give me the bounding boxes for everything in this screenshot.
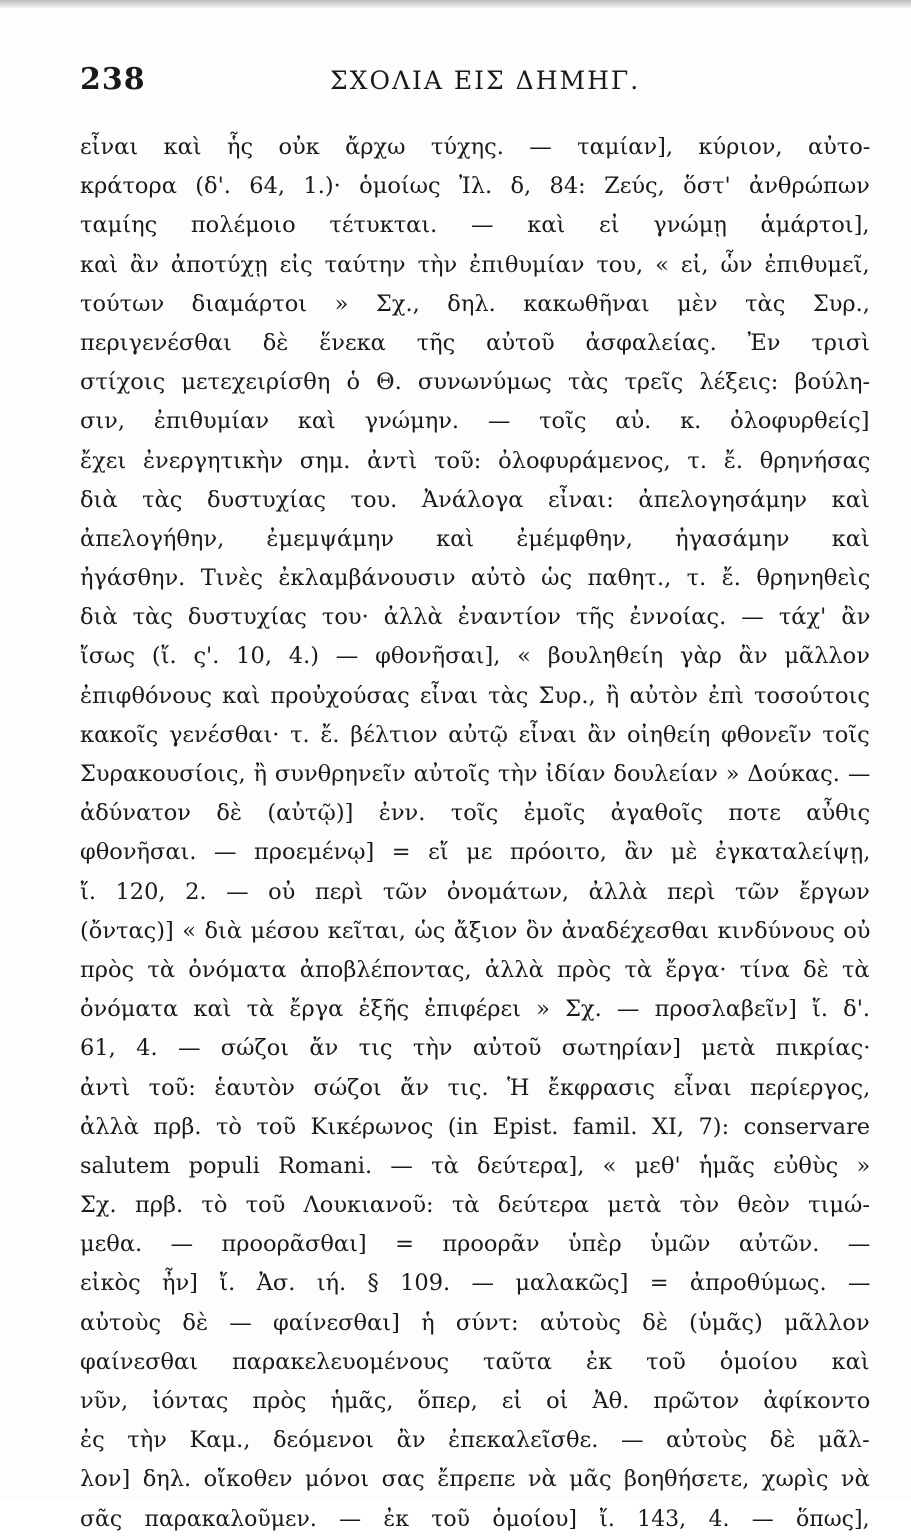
- text-line: εἰκὸς ἦν] ἴ. Ἀσ. ιή. § 109. — μαλακῶς] = ἀπροθύμως. —: [80, 1270, 870, 1297]
- text-line: περιγενέσθαι δὲ ἕνεκα τῆς αὐτοῦ ἀσφαλείας. Ἐν τρισὶ: [80, 329, 870, 356]
- text-line: μεθα. — προορᾶσθαι] = προορᾶν ὑπὲρ ὑμῶν αὐτῶν. —: [80, 1231, 870, 1258]
- text-line: φθονῆσαι. — προεμένῳ] = εἴ με πρόοιτο, ἂν μὲ ἐγκαταλείψῃ,: [80, 839, 870, 866]
- text-line: εἶναι καὶ ἧς οὐκ ἄρχω τύχης. — ταμίαν], κύριον, αὐτο-: [80, 134, 870, 160]
- text-line: salutem populi Romani. — τὰ δεύτερα], « μεθ' ἡμᾶς εὐθὺς »: [80, 1152, 870, 1179]
- text-line: πρὸς τὰ ὀνόματα ἀποβλέποντας, ἀλλὰ πρὸς τὰ ἔργα· τίνα δὲ τὰ: [80, 956, 870, 983]
- text-line: αὐτοὺς δὲ — φαίνεσθαι] ἡ σύντ: αὐτοὺς δὲ (ὑμᾶς) μᾶλλον: [80, 1309, 870, 1336]
- text-line: ὀνόματα καὶ τὰ ἔργα ἑξῆς ἐπιφέρει » Σχ. — προσλαβεῖν] ἴ. δ'.: [80, 996, 870, 1023]
- text-line: καὶ ἂν ἀποτύχῃ εἰς ταύτην τὴν ἐπιθυμίαν του, « εἰ, ὧν ἐπιθυμεῖ,: [80, 251, 870, 278]
- text-line: σιν, ἐπιθυμίαν καὶ γνώμην. — τοῖς αὐ. κ. ὀλοφυρθείς]: [80, 408, 870, 435]
- commentary-text: [80, 128, 870, 1539]
- text-line: ἀντὶ τοῦ: ἑαυτὸν σώζοι ἄν τις. Ἡ ἔκφρασις εἶναι περίεργος,: [80, 1074, 870, 1101]
- text-line: ταμίης πολέμοιο τέτυκται. — καὶ εἰ γνώμῃ ἁμάρτοι],: [80, 212, 870, 239]
- text-line: κράτορα (δ'. 64, 1.)· ὁμοίως Ἰλ. δ, 84: Ζεύς, ὅστ' ἀνθρώπων: [80, 173, 870, 200]
- text-line: στίχοις μετεχειρίσθη ὁ Θ. συνωνύμως τὰς τρεῖς λέξεις: βούλη-: [80, 369, 870, 396]
- text-line: λον] δηλ. οἴκοθεν μόνοι σας ἔπρεπε νὰ μᾶς βοηθήσετε, χωρὶς νὰ: [80, 1466, 870, 1493]
- text-line: 61, 4. — σώζοι ἄν τις τὴν αὐτοῦ σωτηρίαν] μετὰ πικρίας·: [80, 1035, 870, 1062]
- text-line: διὰ τὰς δυστυχίας του· ἀλλὰ ἐναντίον τῆς ἐννοίας. — τάχ' ἂν: [80, 604, 870, 631]
- running-title: ΣΧΟΛΙΑ ΕΙΣ ΔΗΜΗΓ.: [330, 66, 641, 95]
- text-line: φαίνεσθαι παρακελευομένους ταῦτα ἐκ τοῦ ὁμοίου καὶ: [80, 1348, 870, 1375]
- text-line: σᾶς παρακαλοῦμεν. — ἐκ τοῦ ὁμοίου] ἴ. 143, 4. — ὅπως],: [80, 1506, 870, 1532]
- text-line: νῦν, ἰόντας πρὸς ἡμᾶς, ὅπερ, εἰ οἱ Ἀθ. πρῶτον ἀφίκοντο: [80, 1388, 870, 1414]
- text-line: ἀπελογήθην, ἐμεμψάμην καὶ ἐμέμφθην, ἠγασάμην καὶ: [80, 525, 870, 552]
- text-line: ἔχει ἐνεργητικὴν σημ. ἀντὶ τοῦ: ὀλοφυράμενος, τ. ἔ. θρηνήσας: [80, 447, 870, 474]
- text-line: ἐπιφθόνους καὶ προὐχούσας εἶναι τὰς Συρ., ἢ αὐτὸν ἐπὶ τοσούτοις: [80, 682, 870, 709]
- text-line: ἀλλὰ πρβ. τὸ τοῦ Κικέρωνος (in Epist. famil. XI, 7): conservare: [80, 1113, 870, 1140]
- page-edge: [0, 0, 911, 8]
- text-line: ἀδύνατον δὲ (αὐτῷ)] ἐνν. τοῖς ἐμοῖς ἀγαθοῖς ποτε αὖθις: [80, 800, 870, 827]
- text-line: (ὄντας)] « διὰ μέσου κεῖται, ὡς ἄξιον ὂν ἀναδέχεσθαι κινδύνους οὐ: [80, 917, 870, 944]
- text-line: Συρακουσίοις, ἢ συνθρηνεῖν αὐτοῖς τὴν ἰδίαν δουλείαν » Δούκας. —: [80, 761, 870, 787]
- text-line: Σχ. πρβ. τὸ τοῦ Λουκιανοῦ: τὰ δεύτερα μετὰ τὸν θεὸν τιμώ-: [80, 1192, 870, 1219]
- text-line: ἴ. 120, 2. — οὐ περὶ τῶν ὀνομάτων, ἀλλὰ περὶ τῶν ἔργων: [80, 878, 870, 905]
- text-line: τούτων διαμάρτοι » Σχ., δηλ. κακωθῆναι μὲν τὰς Συρ.,: [80, 290, 870, 317]
- text-line: ἐς τὴν Καμ., δεόμενοι ἂν ἐπεκαλεῖσθε. — αὐτοὺς δὲ μᾶλ-: [80, 1427, 870, 1454]
- text-line: ἴσως (ἴ. ς'. 10, 4.) — φθονῆσαι], « βουληθείη γὰρ ἂν μᾶλλον: [80, 643, 870, 670]
- text-line: διὰ τὰς δυστυχίας του. Ἀνάλογα εἶναι: ἀπελογησάμην καὶ: [80, 486, 870, 513]
- page-header: [80, 62, 870, 102]
- text-line: κακοῖς γενέσθαι· τ. ἔ. βέλτιον αὐτῷ εἶναι ἂν οἰηθείη φθονεῖν τοῖς: [80, 721, 870, 748]
- page-number: 238: [80, 62, 146, 97]
- text-line: ἠγάσθην. Τινὲς ἐκλαμβάνουσιν αὐτὸ ὡς παθητ., τ. ἔ. θρηνηθεὶς: [80, 565, 870, 592]
